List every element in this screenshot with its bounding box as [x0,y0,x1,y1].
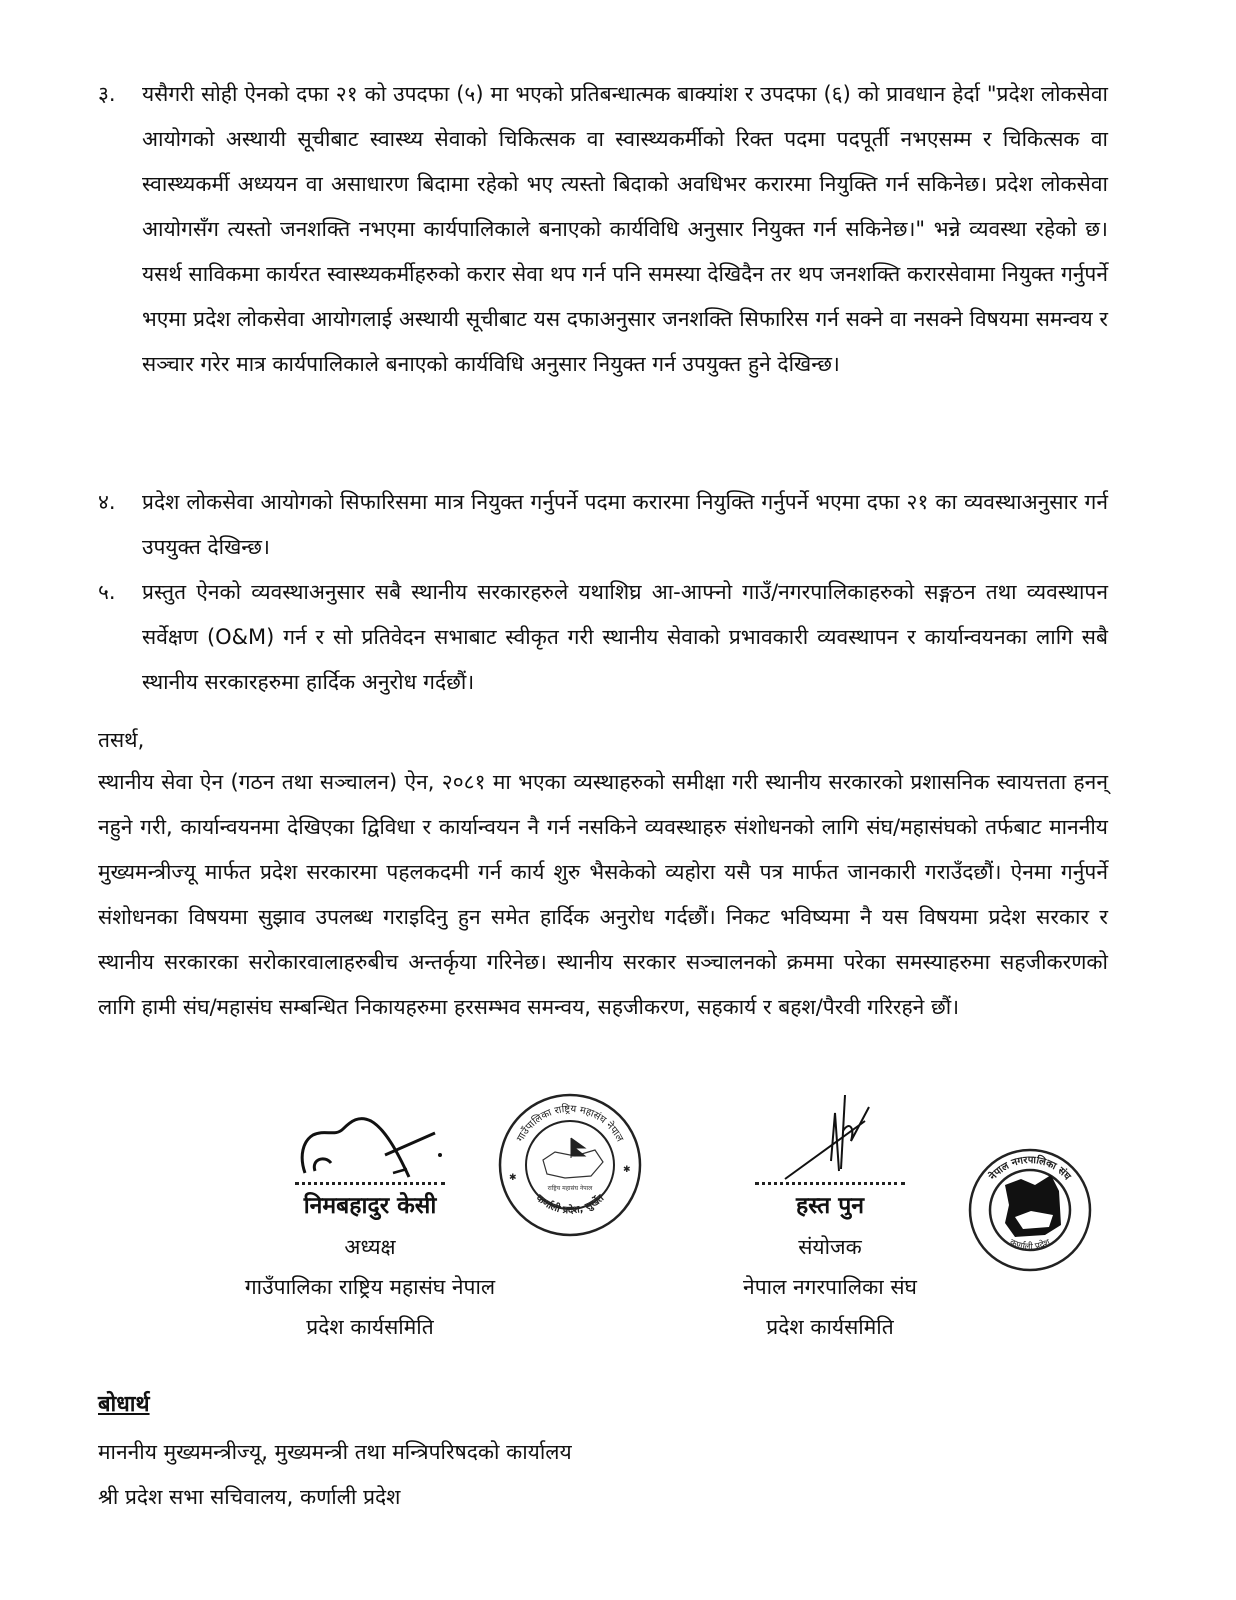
official-stamp-left [495,1090,645,1240]
stamp-ring-top: नेपाल नगरपालिका संघ [987,1154,1073,1183]
official-stamp-right [965,1145,1095,1275]
numbered-item [98,480,1108,570]
item-text: प्रदेश लोकसेवा आयोगको सिफारिसमा मात्र नियुक्त गर्नुपर्ने पदमा करारमा नियुक्ति गर्नुपर्ने भएमा दफा २१ का व्यवस्थाअनुसार गर्न उपयुक्त देखिन्छ। [142,490,1108,559]
stamp-ring-top: गाउँपालिका राष्ट्रिय महासंघ नेपाल [515,1103,625,1144]
stamp-ring-bottom: कर्णाली प्रदेश [1008,1237,1052,1253]
signatory-title: अध्यक्ष [344,1235,396,1259]
numbered-item [98,72,1108,387]
therefore-heading: तसर्थ, [98,728,145,752]
svg-text:कर्णाली प्रदेश [1008,1237,1053,1252]
item-number: ४. [98,490,116,514]
signature-line [755,1182,905,1185]
signatory-organization: नेपाल नगरपालिका संघ [743,1275,917,1299]
cc-recipient: माननीय मुख्यमन्त्रीज्यू, मुख्यमन्त्री तथा मन्त्रिपरिषदको कार्यालय [98,1440,572,1464]
svg-text:गाउँपालिका राष्ट्रिय महासंघ ने [515,1103,625,1144]
item-number: ५. [98,580,116,604]
signatory-name: निमबहादुर केसी [303,1193,437,1219]
cc-heading: बोधार्थ [98,1392,150,1417]
stamp-inner-text: राष्ट्रिय महासंघ नेपाल [547,1185,593,1192]
signature-right [690,1090,970,1185]
signatory-unit: प्रदेश कार्यसमिति [766,1315,894,1339]
item-number: ३. [98,82,116,106]
signatory-right [690,1090,970,1347]
signatory-organization: गाउँपालिका राष्ट्रिय महासंघ नेपाल [244,1275,496,1299]
handwritten-signature-icon [285,1111,455,1181]
cc-recipient-list [98,1430,572,1520]
stamp-ring-bottom: कर्णाली प्रदेश, सुर्खेत [533,1192,607,1217]
handwritten-signature-icon [765,1091,895,1181]
signatory-title: संयोजक [798,1235,862,1259]
conclusion-paragraph: स्थानीय सेवा ऐन (गठन तथा सञ्चालन) ऐन, २०८१ मा भएका व्यस्थाहरुको समीक्षा गरी स्थानीय सरकारको प्रशासनिक स्वायत्तता हनन् नहुने गरी, कार्यान्वयनमा देखिएका द्विविधा र कार्यान्वयन नै गर्न नसकिने व्यवस्थाहरु संशोधनको लागि संघ/महासंघको तर्फबाट माननीय मुख्यमन्त्रीज्यू मार्फत प्रदेश सरकारमा पहलकदमी गर्न कार्य शुरु भैसकेको व्यहोरा यसै पत्र मार्फत जानकारी गराउँदछौं। ऐनमा गर्नुपर्ने संशोधनका विषयमा सुझाव उपलब्ध गराइदिनु हुन समेत हार्दिक अनुरोध गर्दछौं। निकट भविष्यमा नै यस विषयमा प्रदेश सरकार र स्थानीय सरकारका सरोकारवालाहरुबीच अन्तर्कृया गरिनेछ। स्थानीय सरकार सञ्चालनको क्रममा परेका समस्याहरुमा सहजीकरणको लागि हामी संघ/महासंघ सम्बन्धित निकायहरुमा हरसम्भव समन्वय, सहजीकरण, सहकार्य र बहश/पैरवी गरिरहने छौं। [98,770,1108,1019]
numbered-item [98,570,1108,705]
round-seal-icon [965,1145,1095,1275]
signatory-unit: प्रदेश कार्यसमिति [306,1315,434,1339]
item-text: यसैगरी सोही ऐनको दफा २१ को उपदफा (५) मा भएको प्रतिबन्धात्मक बाक्यांश र उपदफा (६) को प्रावधान हेर्दा "प्रदेश लोकसेवा आयोगको अस्थायी सूचीबाट स्वास्थ्य सेवाको चिकित्सक वा स्वास्थ्यकर्मीको रिक्त पदमा पदपूर्ती नभएसम्म र चिकित्सक वा स्वास्थ्यकर्मी अध्ययन वा असाधारण बिदामा रहेको भए त्यस्तो बिदाको अवधिभर करारमा नियुक्ति गर्न सकिनेछ। प्रदेश लोकसेवा आयोगसँग त्यस्तो जनशक्ति नभएमा कार्यपालिकाले बनाएको कार्यविधि अनुसार नियुक्त गर्न सकिनेछ।" भन्ने व्यवस्था रहेको छ। यसर्थ साविकमा कार्यरत स्वास्थ्यकर्मीहरुको करार सेवा थप गर्न पनि समस्या देखिदैन तर थप जनशक्ति करारसेवामा नियुक्त गर्नुपर्ने भएमा प्रदेश लोकसेवा आयोगलाई अस्थायी सूचीबाट यस दफाअनुसार जनशक्ति सिफारिस गर्न सक्ने वा नसक्ने विषयमा समन्वय र सञ्चार गरेर मात्र कार्यपालिकाले बनाएको कार्यविधि अनुसार नियुक्त गर्न उपयुक्त हुने देखिन्छ। [142,82,1108,376]
svg-text:✱: ✱ [509,1173,517,1183]
svg-text:✱: ✱ [623,1165,631,1175]
svg-text:कर्णाली प्रदेश, सुर्खेत [533,1192,607,1216]
round-seal-icon [495,1090,645,1240]
cc-recipient: श्री प्रदेश सभा सचिवालय, कर्णाली प्रदेश [98,1485,401,1509]
signatory-name: हस्त पुन [795,1193,865,1219]
item-text: प्रस्तुत ऐनको व्यवस्थाअनुसार सबै स्थानीय सरकारहरुले यथाशिघ्र आ-आफ्नो गाउँ/नगरपालिकाहरुको सङ्गठन तथा व्यवस्थापन सर्वेक्षण (O&M) गर्न र सो प्रतिवेदन सभाबाट स्वीकृत गरी स्थानीय सेवाको प्रभावकारी व्यवस्थापन र कार्यान्वयनका लागि सबै स्थानीय सरकारहरुमा हार्दिक अनुरोध गर्दछौं। [142,580,1108,694]
signature-line [295,1182,445,1185]
